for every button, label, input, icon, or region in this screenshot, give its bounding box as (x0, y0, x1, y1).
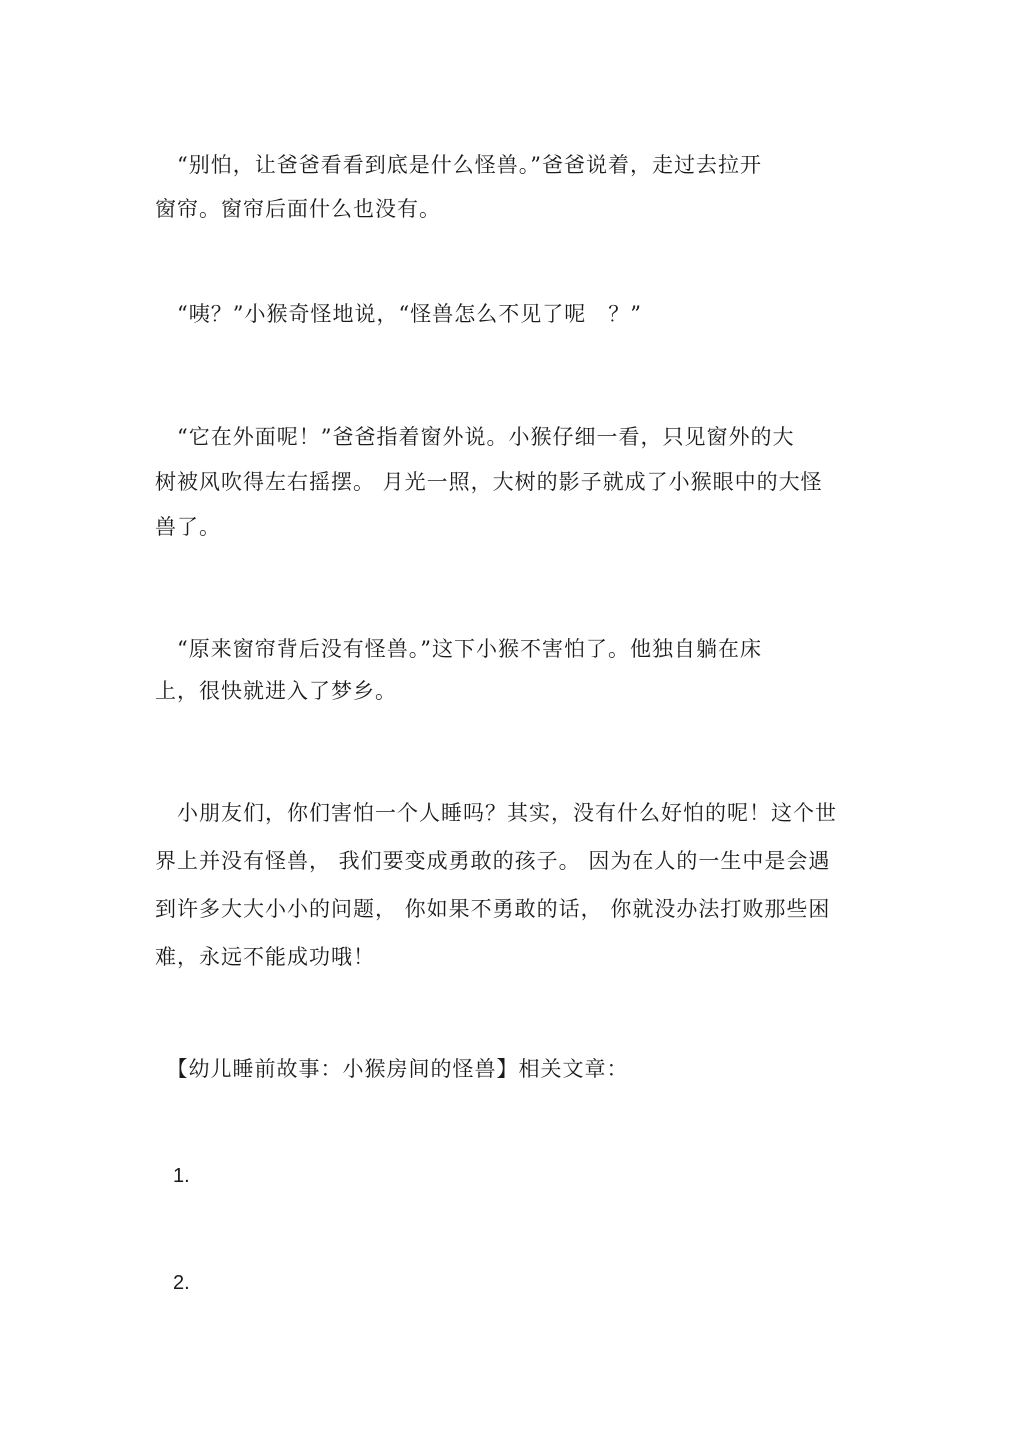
related-list-item-2: 2. (173, 1272, 190, 1294)
related-list-item-1: 1. (173, 1165, 190, 1187)
paragraph-3-line-3: 兽了。 (155, 515, 221, 539)
paragraph-2-line-1: “咦？”小猴奇怪地说，“怪兽怎么不见了呢 ？” (155, 302, 642, 326)
paragraph-3-line-2: 树被风吹得左右摇摆。 月光一照，大树的影子就成了小猴眼中的大怪 (155, 470, 823, 494)
paragraph-1-line-1: “别怕，让爸爸看看到底是什么怪兽。”爸爸说着，走过去拉开 (155, 153, 762, 177)
paragraph-4-line-1: “原来窗帘背后没有怪兽。”这下小猴不害怕了。他独自躺在床 (155, 637, 762, 661)
paragraph-5-line-1: 小朋友们，你们害怕一个人睡吗？其实，没有什么好怕的呢！这个世 (155, 801, 837, 825)
paragraph-3-line-1: “它在外面呢！”爸爸指着窗外说。小猴仔细一看，只见窗外的大 (155, 425, 795, 449)
related-articles-heading: 【幼儿睡前故事：小猴房间的怪兽】相关文章： (155, 1057, 629, 1081)
paragraph-5-line-3: 到许多大大小小的问题， 你如果不勇敢的话， 你就没办法打败那些困 (155, 897, 831, 921)
paragraph-5-line-4: 难，永远不能成功哦！ (155, 945, 375, 969)
paragraph-1-line-2: 窗帘。窗帘后面什么也没有。 (155, 197, 441, 221)
paragraph-5-line-2: 界上并没有怪兽， 我们要变成勇敢的孩子。 因为在人的一生中是会遇 (155, 849, 831, 873)
paragraph-4-line-2: 上，很快就进入了梦乡。 (155, 679, 397, 703)
